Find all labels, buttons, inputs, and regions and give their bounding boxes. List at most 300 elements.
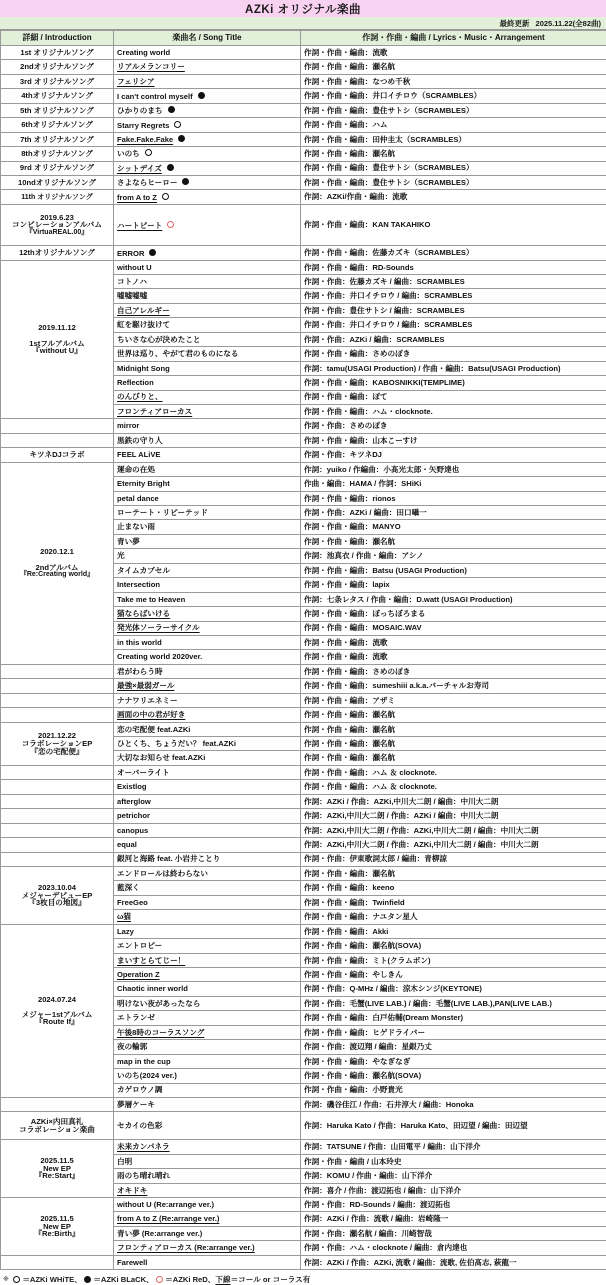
song-title-cell xyxy=(114,866,301,880)
table-row xyxy=(1,1112,606,1140)
song-title-cell xyxy=(114,491,301,505)
group-cell xyxy=(1,204,114,245)
song-title-cell xyxy=(114,780,301,794)
song-title: 白明 xyxy=(117,1157,132,1166)
song-title-cell xyxy=(114,1169,301,1183)
song-title-cell xyxy=(114,1040,301,1054)
song-title-cell xyxy=(114,303,301,317)
credits-cell: 作詞・作曲・編曲：ハム ＆ clocknote. xyxy=(301,780,606,794)
song-title-cell xyxy=(114,147,301,161)
group-line: 2025.11.5 xyxy=(4,1215,110,1223)
credits-cell: 作詞：AZKi / 作曲：AZKi,中川大二朗 / 編曲：中川大二朗 xyxy=(301,794,606,808)
circle-black-icon xyxy=(198,92,205,99)
group-line: 2023.10.04 xyxy=(4,884,110,892)
song-title: フロンティアローカス xyxy=(117,407,192,416)
credits-cell: 作詞・作曲・編曲：keeno xyxy=(301,881,606,895)
song-title: いのち(2024 ver.) xyxy=(117,1071,177,1080)
credits-cell: 作詞・作曲・編曲：瀬名航 xyxy=(301,147,606,161)
song-title: 午後8時のコーラスソング xyxy=(117,1028,204,1037)
table-row xyxy=(1,708,606,722)
credits-cell: 作詞：tamu(USAGI Production) / 作曲・編曲：Batsu(USAGI Production) xyxy=(301,361,606,375)
group-line: 『Re:Birth』 xyxy=(4,1230,110,1238)
table-row xyxy=(1,103,606,117)
group-line: 11th オリジナルソング xyxy=(4,194,110,201)
group-cell xyxy=(1,924,114,1097)
credits-cell: 作詞・作曲：瀬名航 / 編曲：川崎智哉 xyxy=(301,1226,606,1240)
credits-cell: 作詞・作曲・編曲：流歌 xyxy=(301,635,606,649)
song-title: afterglow xyxy=(117,797,151,806)
song-title-cell xyxy=(114,175,301,189)
table-row xyxy=(1,190,606,204)
song-title: Creating world xyxy=(117,48,170,57)
credits-cell: 作詞・作曲・編曲：瀬名航 xyxy=(301,751,606,765)
credits-cell: 作詞・作曲・編曲：ハム xyxy=(301,118,606,132)
circle-white-icon xyxy=(13,1276,21,1284)
legend-black xyxy=(82,1274,154,1285)
group-line: AZKi×内田真礼 xyxy=(4,1118,110,1126)
song-title-cell xyxy=(114,1097,301,1111)
credits-cell: 作詞・作曲・編曲：ハム・clocknote. xyxy=(301,404,606,418)
song-title-cell xyxy=(114,996,301,1010)
credits-cell: 作詞・作曲・編曲：豊住サトシ（SCRAMBLES） xyxy=(301,103,606,117)
credits-cell: 作詞・作曲・編曲：アザミ xyxy=(301,693,606,707)
song-title-cell xyxy=(114,1183,301,1197)
circle-white-icon xyxy=(174,121,181,128)
song-title-cell xyxy=(114,1226,301,1240)
songs-table xyxy=(0,30,606,1270)
table-head xyxy=(1,31,606,46)
song-title-cell xyxy=(114,260,301,274)
table-row xyxy=(1,462,606,476)
group-line: 『VirtuaREAL.00』 xyxy=(4,229,110,236)
group-cell xyxy=(1,794,114,808)
credits-cell: 作詞：磯谷佳江 / 作曲：石井淳大 / 編曲：Honoka xyxy=(301,1097,606,1111)
group-line: 2019.11.12 xyxy=(4,324,110,332)
credits-cell: 作詞・作曲・編曲：瀬名航(SOVA) xyxy=(301,1069,606,1083)
group-cell xyxy=(1,679,114,693)
song-title: 銀河と海路 feat. 小岩井ことり xyxy=(117,854,220,863)
song-title: ひとくち、ちょうだい？ feat.AZKi xyxy=(117,739,236,748)
song-title: 恋の宅配便 feat.AZKi xyxy=(117,725,190,734)
page-title: AZKi オリジナル楽曲 xyxy=(245,1,361,17)
group-cell xyxy=(1,1255,114,1269)
song-title: Midnight Song xyxy=(117,364,170,373)
credits-cell: 作詞：池真衣 / 作曲・編曲：アシノ xyxy=(301,549,606,563)
col-header-credits: 作詞・作曲・編曲 / Lyrics・Music・Arrangement xyxy=(301,31,606,46)
credits-cell: 作詞・作曲・編曲：ミト(クラムボン) xyxy=(301,953,606,967)
song-title: 猫ならばいける xyxy=(117,609,170,618)
song-title-cell xyxy=(114,838,301,852)
song-title-cell xyxy=(114,433,301,447)
legend-star: ※ xyxy=(3,1276,9,1283)
song-title-cell xyxy=(114,549,301,563)
song-title-cell xyxy=(114,74,301,88)
song-title-cell xyxy=(114,275,301,289)
legend-underline-rest: ＝コール or コーラス有 xyxy=(231,1274,311,1285)
legend-red xyxy=(154,1274,216,1285)
song-title-cell xyxy=(114,462,301,476)
song-title-cell xyxy=(114,664,301,678)
credits-cell: 作詞・作曲・編曲：豊住サトシ（SCRAMBLES） xyxy=(301,175,606,189)
credits-cell: 作詞・作曲・編曲：やなぎなぎ xyxy=(301,1054,606,1068)
song-title-cell xyxy=(114,895,301,909)
group-line: 1st オリジナルソング xyxy=(4,49,110,57)
song-title: ハートビート xyxy=(117,221,162,230)
table-row xyxy=(1,866,606,880)
song-title: 夜の輪郭 xyxy=(117,1042,147,1051)
credits-cell: 作詞・作曲・編曲：さめのぽき xyxy=(301,664,606,678)
header-row xyxy=(1,31,606,46)
song-title: from A to Z (Re:arrange ver.) xyxy=(117,1214,219,1223)
group-cell xyxy=(1,74,114,88)
credits-cell: 作詞：KOMU / 作曲・編曲：山下洋介 xyxy=(301,1169,606,1183)
song-title: Reflection xyxy=(117,378,154,387)
credits-cell: 作詞・作曲：井口イチロウ / 編曲：SCRAMBLES xyxy=(301,318,606,332)
legend xyxy=(0,1270,606,1285)
table-row xyxy=(1,823,606,837)
group-cell xyxy=(1,664,114,678)
group-line: New EP xyxy=(4,1165,110,1173)
credits-cell: 作曲・編曲：HAMA / 作詞：SHiKi xyxy=(301,477,606,491)
credits-cell: 作詞・作曲：キツネDJ xyxy=(301,448,606,462)
song-title: Intersection xyxy=(117,580,160,589)
song-title-cell xyxy=(114,404,301,418)
song-title-cell xyxy=(114,1112,301,1140)
song-title: ERROR xyxy=(117,249,144,258)
group-cell xyxy=(1,1198,114,1256)
song-title: petrichor xyxy=(117,811,150,820)
song-title: 青い夢 (Re:arrange ver.) xyxy=(117,1229,202,1238)
credits-cell: 作詞・作曲：毛蟹(LIVE LAB.) / 編曲：毛蟹(LIVE LAB.),PAN(LIVE LAB.) xyxy=(301,996,606,1010)
legend-underline-label: 下線 xyxy=(215,1274,230,1285)
group-line: キツネDJコラボ xyxy=(4,451,110,459)
legend-white-label: ＝AZKi WHiTE、 xyxy=(22,1274,81,1285)
group-line: New EP xyxy=(4,1223,110,1231)
credits-cell: 作詞・作曲：井口イチロウ / 編曲：SCRAMBLES xyxy=(301,289,606,303)
song-title: Operation Z xyxy=(117,970,160,979)
song-title: ω猫 xyxy=(117,912,131,921)
song-title-cell xyxy=(114,477,301,491)
group-cell xyxy=(1,722,114,765)
group-cell xyxy=(1,765,114,779)
credits-cell: 作詞：AZKi / 作曲：AZKi, 流歌 / 編曲：流歌, 佐伯髙志, 萩龍一 xyxy=(301,1255,606,1269)
circle-black-icon xyxy=(168,106,175,113)
song-title-cell xyxy=(114,1083,301,1097)
credits-cell: 作詞・作曲：豊住サトシ / 編曲：SCRAMBLES xyxy=(301,303,606,317)
group-cell xyxy=(1,246,114,260)
table-row xyxy=(1,46,606,60)
song-title: 光 xyxy=(117,551,125,560)
song-title: フェリシア xyxy=(117,77,155,86)
group-cell xyxy=(1,462,114,664)
song-title-cell xyxy=(114,852,301,866)
table-row xyxy=(1,118,606,132)
credits-cell: 作詞・作曲：Q-MHz / 編曲：涼木シンジ(KEYTONE) xyxy=(301,982,606,996)
song-title: ひかりのまち xyxy=(117,106,163,115)
song-title-cell xyxy=(114,118,301,132)
song-title-cell xyxy=(114,910,301,924)
circle-black-icon xyxy=(84,1276,92,1284)
circle-white-icon xyxy=(162,193,169,200)
group-cell xyxy=(1,260,114,419)
credits-cell: 作詞・作曲・編曲：ぽて xyxy=(301,390,606,404)
group-cell xyxy=(1,809,114,823)
credits-cell: 作詞・作曲・編曲：やしきん xyxy=(301,968,606,982)
last-updated-band xyxy=(0,17,606,30)
credits-cell: 作詞：喜介 / 作曲：渡辺拓也 / 編曲：山下洋介 xyxy=(301,1183,606,1197)
group-line: メジャーデビューEP xyxy=(4,892,110,900)
song-title: map in the cup xyxy=(117,1057,171,1066)
song-title: オーバーライト xyxy=(117,768,170,777)
group-cell xyxy=(1,852,114,866)
song-title: 君がわらう時 xyxy=(117,667,163,676)
song-title-cell xyxy=(114,1241,301,1255)
table-row xyxy=(1,60,606,74)
group-cell xyxy=(1,132,114,146)
credits-cell: 作詞・作曲・編曲：豊住サトシ（SCRAMBLES） xyxy=(301,161,606,175)
credits-cell: 作詞：七条レタス / 作曲・編曲：D.watt (USAGI Production) xyxy=(301,592,606,606)
song-title: Chaotic inner world xyxy=(117,984,188,993)
table-row xyxy=(1,204,606,245)
table-row xyxy=(1,74,606,88)
table-row xyxy=(1,89,606,103)
group-line: 2020.12.1 xyxy=(4,548,110,556)
last-updated-value: 2025.11.22(全82曲) xyxy=(536,19,601,28)
song-title: リアルメランコリー xyxy=(117,62,185,71)
song-title: のんびりと、 xyxy=(117,392,163,401)
table-row xyxy=(1,722,606,736)
song-title-cell xyxy=(114,1069,301,1083)
table-row xyxy=(1,809,606,823)
circle-white-icon xyxy=(145,149,152,156)
song-title: from A to Z xyxy=(117,193,157,202)
circle-black-icon xyxy=(178,135,185,142)
song-title: 未来カンパネラ xyxy=(117,1142,170,1151)
credits-cell: 作詞・作曲・編曲：山本こーすけ xyxy=(301,433,606,447)
credits-cell: 作詞：AZKi / 作曲：流歌 / 編曲：岩崎隆一 xyxy=(301,1212,606,1226)
song-title-cell xyxy=(114,982,301,996)
group-cell xyxy=(1,118,114,132)
table-row xyxy=(1,765,606,779)
song-title: コトノハ xyxy=(117,277,147,286)
song-title-cell xyxy=(114,347,301,361)
table-row xyxy=(1,260,606,274)
song-title: カゲロウノ調 xyxy=(117,1085,162,1094)
song-title-cell xyxy=(114,881,301,895)
credits-cell: 作詞・作曲：RD-Sounds / 編曲：渡辺拓也 xyxy=(301,1198,606,1212)
circle-black-icon xyxy=(182,178,189,185)
credits-cell: 作詞・作曲・編曲：rionos xyxy=(301,491,606,505)
credits-cell: 作詞・作曲・編曲：さめのぽき xyxy=(301,347,606,361)
song-title: petal dance xyxy=(117,494,159,503)
song-title: いのち xyxy=(117,149,140,158)
group-line: 9rd オリジナルソング xyxy=(4,164,110,172)
song-title-cell xyxy=(114,1025,301,1039)
credits-cell: 作詞・作曲・編曲：Twinfield xyxy=(301,895,606,909)
credits-cell: 作詞・作曲・編曲：瀬名航(SOVA) xyxy=(301,939,606,953)
credits-cell: 作詞：TATSUNE / 作曲：山田電平 / 編曲：山下洋介 xyxy=(301,1140,606,1154)
group-cell xyxy=(1,433,114,447)
song-title-cell xyxy=(114,968,301,982)
song-title-cell xyxy=(114,520,301,534)
group-cell xyxy=(1,823,114,837)
song-title: 青い夢 xyxy=(117,537,140,546)
song-title: 画面の中の君が好き xyxy=(117,710,185,719)
song-title-cell xyxy=(114,161,301,175)
credits-cell: 作詞・作曲・編曲 / 山本玲史 xyxy=(301,1154,606,1168)
song-title-cell xyxy=(114,448,301,462)
song-title-cell xyxy=(114,823,301,837)
group-cell xyxy=(1,1097,114,1111)
credits-cell: 作詞・作曲・編曲：瀬名航 xyxy=(301,722,606,736)
credits-cell: 作詞：Haruka Kato / 作曲：Haruka Kato、田辺望 / 編曲：田辺望 xyxy=(301,1112,606,1140)
legend-underline xyxy=(215,1274,310,1285)
credits-cell: 作詞・作曲：ハム・clocknote / 編曲：倉内達也 xyxy=(301,1241,606,1255)
group-line: 2025.11.5 xyxy=(4,1157,110,1165)
group-line: 4thオリジナルソング xyxy=(4,92,110,100)
credits-cell: 作詞・作曲・編曲：RD-Sounds xyxy=(301,260,606,274)
song-title-cell xyxy=(114,621,301,635)
song-title-cell xyxy=(114,89,301,103)
song-title: 自己アレルギー xyxy=(117,306,170,315)
song-title: FEEL ALiVE xyxy=(117,450,160,459)
song-title: エトランゼ xyxy=(117,1013,155,1022)
page-title-band xyxy=(0,0,606,17)
credits-cell: 作詞・作曲・編曲：KAN TAKAHIKO xyxy=(301,204,606,245)
credits-cell: 作詞・作曲・編曲：MOSAIC.WAV xyxy=(301,621,606,635)
group-cell xyxy=(1,147,114,161)
group-line: 2ndオリジナルソング xyxy=(4,63,110,71)
credits-cell: 作詞・作曲：渡辺翔 / 編曲：星銀乃丈 xyxy=(301,1040,606,1054)
credits-cell: 作詞・作曲：さめのぽき xyxy=(301,419,606,433)
song-title-cell xyxy=(114,924,301,938)
table-row xyxy=(1,147,606,161)
table-row xyxy=(1,1255,606,1269)
group-line: 6thオリジナルソング xyxy=(4,121,110,129)
credits-cell: 作詞・作曲：AZKi / 編曲：田口囁一 xyxy=(301,506,606,520)
song-title-cell xyxy=(114,534,301,548)
group-line: 5th オリジナルソング xyxy=(4,107,110,115)
group-cell xyxy=(1,190,114,204)
song-title: エントロピー xyxy=(117,941,162,950)
song-title-cell xyxy=(114,953,301,967)
song-title: さよならヒーロー xyxy=(117,178,177,187)
credits-cell: 作詞・作曲・編曲：瀬名航 xyxy=(301,866,606,880)
song-title: Fake.Fake.Fake xyxy=(117,135,173,144)
song-title-cell xyxy=(114,246,301,260)
circle-red-icon xyxy=(167,221,174,228)
song-title-cell xyxy=(114,693,301,707)
group-line: 2024.07.24 xyxy=(4,996,110,1004)
group-line: 『Re:Start』 xyxy=(4,1172,110,1180)
song-title-cell xyxy=(114,939,301,953)
song-title-cell xyxy=(114,390,301,404)
song-title: タイムカプセル xyxy=(117,566,170,575)
song-title-cell xyxy=(114,1011,301,1025)
group-line: 3rd オリジナルソング xyxy=(4,78,110,86)
song-title-cell xyxy=(114,1212,301,1226)
credits-cell: 作詞・作曲・編曲：田仲圭太（SCRAMBLES） xyxy=(301,132,606,146)
song-title: 嘘嘘嘘嘘 xyxy=(117,291,147,300)
group-line: 『恋の宅配便』 xyxy=(4,748,110,756)
legend-red-label: ＝AZKi ReD、 xyxy=(165,1274,215,1285)
credits-cell: 作詞・作曲・編曲：なつめ千秋 xyxy=(301,74,606,88)
song-title-cell xyxy=(114,204,301,245)
song-title-cell xyxy=(114,332,301,346)
table-row xyxy=(1,838,606,852)
song-title-cell xyxy=(114,506,301,520)
song-title: Existlog xyxy=(117,782,147,791)
group-line: 『3枚目の地図』 xyxy=(4,899,110,907)
song-title: 世界は巡り、やがて君のものになる xyxy=(117,349,239,358)
song-title: Take me to Heaven xyxy=(117,595,185,604)
group-line: コラボレーション楽曲 xyxy=(4,1126,110,1134)
group-line: 7th オリジナルソング xyxy=(4,136,110,144)
song-title: セカイの色彩 xyxy=(117,1121,162,1130)
song-title: mirror xyxy=(117,421,139,430)
song-title: エンドロールは終わらない xyxy=(117,869,208,878)
song-title: in this world xyxy=(117,638,162,647)
credits-cell: 作詞・作曲：伊東歌詞太郎 / 編曲：青柳諒 xyxy=(301,852,606,866)
credits-cell: 作詞・作曲・編曲：流歌 xyxy=(301,46,606,60)
song-title-cell xyxy=(114,635,301,649)
table-row xyxy=(1,693,606,707)
song-title: equal xyxy=(117,840,137,849)
song-title-cell xyxy=(114,765,301,779)
group-line: 2021.12.22 xyxy=(4,732,110,740)
credits-cell: 作詞・作曲・編曲：瀬名航 xyxy=(301,534,606,548)
credits-cell: 作詞：yuiko / 作編曲：小髙光太郎・矢野達也 xyxy=(301,462,606,476)
song-title: ナナワリエネミー xyxy=(117,696,178,705)
group-line: 10ndオリジナルソング xyxy=(4,179,110,187)
song-title: 黒鉄の守り人 xyxy=(117,436,163,445)
credits-cell: 作詞・作曲・編曲：Batsu (USAGI Production) xyxy=(301,563,606,577)
credits-cell: 作詞・作曲・編曲：MANYO xyxy=(301,520,606,534)
group-line: 12thオリジナルソング xyxy=(4,249,110,257)
group-line: 『Route If』 xyxy=(4,1018,110,1026)
song-title: 最強×最弱ガール xyxy=(117,681,174,690)
credits-cell: 作詞・作曲・編曲：瀬名航 xyxy=(301,60,606,74)
circle-black-icon xyxy=(167,164,174,171)
song-title-cell xyxy=(114,737,301,751)
group-line: コンピレーションアルバム xyxy=(4,221,110,229)
credits-cell: 作詞・作曲・編曲：ヒゲドライバー xyxy=(301,1025,606,1039)
song-title: ちいさな心が決めたこと xyxy=(117,335,201,344)
table-row xyxy=(1,433,606,447)
credits-cell: 作詞：AZKi,中川大二朗 / 作曲：AZKi,中川大二朗 / 編曲：中川大二朗 xyxy=(301,838,606,852)
table-row xyxy=(1,161,606,175)
table-row xyxy=(1,175,606,189)
credits-cell: 作詞・作曲・編曲：小野貴光 xyxy=(301,1083,606,1097)
song-title-cell xyxy=(114,289,301,303)
song-title-cell xyxy=(114,607,301,621)
song-title: Farewell xyxy=(117,1258,147,1267)
song-title: シットデイズ xyxy=(117,164,162,173)
credits-cell: 作詞・作曲・編曲：佐藤カズキ（SCRAMBLES） xyxy=(301,246,606,260)
song-title-cell xyxy=(114,679,301,693)
credits-cell: 作詞・作曲・編曲：流歌 xyxy=(301,650,606,664)
song-title-cell xyxy=(114,46,301,60)
song-title-cell xyxy=(114,563,301,577)
song-title-cell xyxy=(114,103,301,117)
credits-cell: 作詞・作曲・編曲：瀬名航 xyxy=(301,708,606,722)
group-line: 1stフルアルバム xyxy=(4,340,110,348)
song-title-cell xyxy=(114,722,301,736)
table-row xyxy=(1,448,606,462)
song-title-cell xyxy=(114,751,301,765)
group-cell xyxy=(1,1112,114,1140)
credits-cell: 作詞・作曲・編曲：ナユタン星人 xyxy=(301,910,606,924)
